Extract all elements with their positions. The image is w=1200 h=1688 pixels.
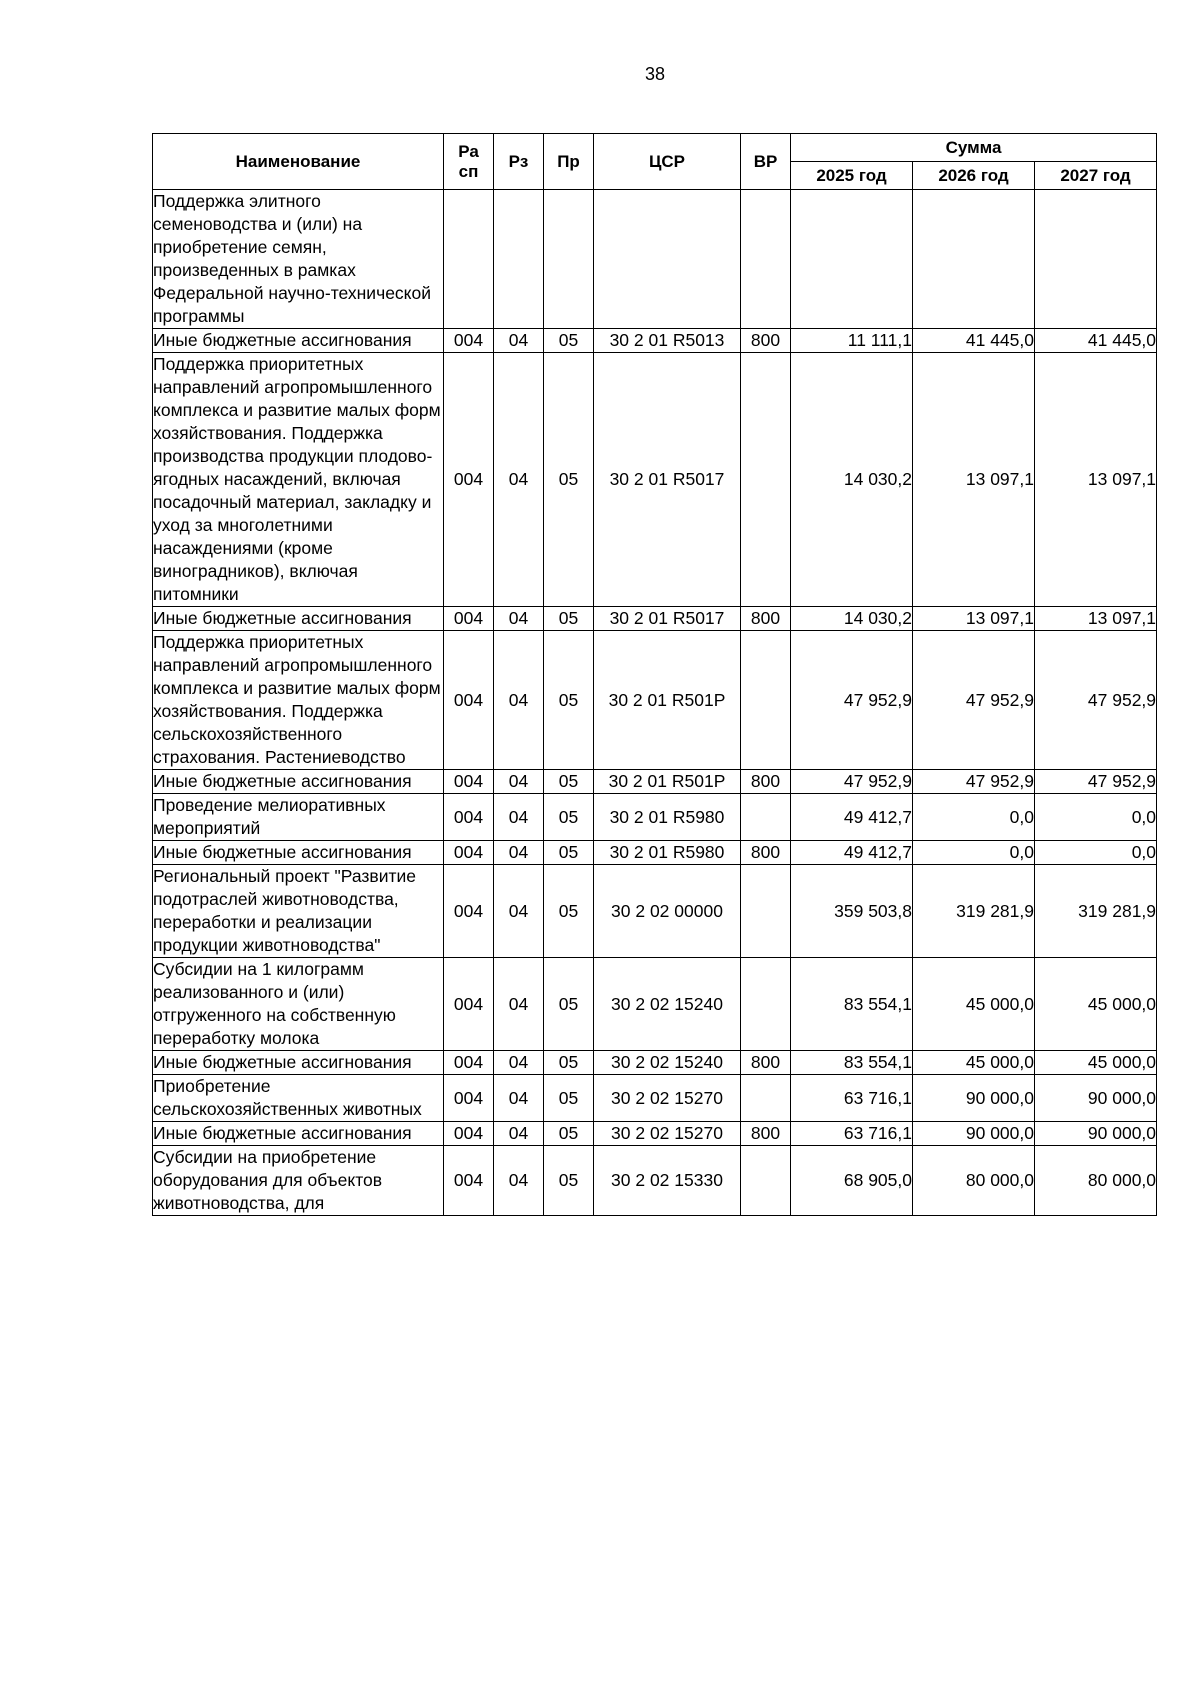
header-year-2026: 2026 год bbox=[913, 162, 1035, 190]
cell-vr bbox=[741, 865, 791, 958]
cell-name: Субсидии на 1 килограмм реализованного и (или) отгруженного на собственную переработку молока bbox=[153, 958, 444, 1051]
cell-2025: 47 952,9 bbox=[791, 770, 913, 794]
cell-name: Поддержка элитного семеноводства и (или) на приобретение семян, произведенных в рамках Федеральной научно-технической программы bbox=[153, 190, 444, 329]
cell-name: Иные бюджетные ассигнования bbox=[153, 1051, 444, 1075]
table-body bbox=[153, 190, 1157, 1216]
cell-csr: 30 2 01 R5017 bbox=[594, 607, 741, 631]
cell-2027: 13 097,1 bbox=[1035, 353, 1157, 607]
cell-rz: 04 bbox=[494, 1146, 544, 1216]
cell-vr: 800 bbox=[741, 329, 791, 353]
cell-2026: 45 000,0 bbox=[913, 958, 1035, 1051]
header-rasp: Ра сп bbox=[444, 134, 494, 190]
cell-csr: 30 2 02 15240 bbox=[594, 1051, 741, 1075]
cell-rasp: 004 bbox=[444, 329, 494, 353]
cell-2026: 0,0 bbox=[913, 794, 1035, 841]
cell-2027: 41 445,0 bbox=[1035, 329, 1157, 353]
cell-2027: 0,0 bbox=[1035, 841, 1157, 865]
cell-name: Поддержка приоритетных направлений агропромышленного комплекса и развитие малых форм хозяйствования. Поддержка сельскохозяйственного страхования. Растениеводство bbox=[153, 631, 444, 770]
cell-2027 bbox=[1035, 190, 1157, 329]
cell-vr bbox=[741, 1075, 791, 1122]
cell-csr: 30 2 02 00000 bbox=[594, 865, 741, 958]
cell-2027: 80 000,0 bbox=[1035, 1146, 1157, 1216]
cell-csr: 30 2 01 R501P bbox=[594, 631, 741, 770]
cell-name: Региональный проект "Развитие подотраслей животноводства, переработки и реализации продукции животноводства" bbox=[153, 865, 444, 958]
cell-csr: 30 2 01 R501P bbox=[594, 770, 741, 794]
cell-2026: 90 000,0 bbox=[913, 1075, 1035, 1122]
cell-2026: 45 000,0 bbox=[913, 1051, 1035, 1075]
cell-name: Иные бюджетные ассигнования bbox=[153, 607, 444, 631]
header-pr: Пр bbox=[544, 134, 594, 190]
cell-rasp: 004 bbox=[444, 1146, 494, 1216]
cell-name: Субсидии на приобретение оборудования для объектов животноводства, для bbox=[153, 1146, 444, 1216]
cell-rz: 04 bbox=[494, 631, 544, 770]
cell-2026: 90 000,0 bbox=[913, 1122, 1035, 1146]
cell-rz: 04 bbox=[494, 865, 544, 958]
cell-rasp: 004 bbox=[444, 841, 494, 865]
table-row bbox=[153, 353, 1157, 607]
cell-name: Проведение мелиоративных мероприятий bbox=[153, 794, 444, 841]
cell-rasp: 004 bbox=[444, 794, 494, 841]
table-row bbox=[153, 607, 1157, 631]
cell-rasp: 004 bbox=[444, 1051, 494, 1075]
cell-rasp: 004 bbox=[444, 1122, 494, 1146]
cell-2026: 0,0 bbox=[913, 841, 1035, 865]
cell-pr: 05 bbox=[544, 841, 594, 865]
cell-2027: 47 952,9 bbox=[1035, 631, 1157, 770]
cell-vr bbox=[741, 1146, 791, 1216]
cell-rz: 04 bbox=[494, 1122, 544, 1146]
cell-vr bbox=[741, 190, 791, 329]
cell-2026: 319 281,9 bbox=[913, 865, 1035, 958]
cell-2025: 14 030,2 bbox=[791, 607, 913, 631]
cell-vr: 800 bbox=[741, 841, 791, 865]
cell-2027: 13 097,1 bbox=[1035, 607, 1157, 631]
cell-vr bbox=[741, 631, 791, 770]
header-name: Наименование bbox=[153, 134, 444, 190]
cell-pr: 05 bbox=[544, 1051, 594, 1075]
cell-name: Приобретение сельскохозяйственных животных bbox=[153, 1075, 444, 1122]
cell-rz: 04 bbox=[494, 1075, 544, 1122]
cell-2025: 83 554,1 bbox=[791, 1051, 913, 1075]
table-row bbox=[153, 865, 1157, 958]
header-vr: ВР bbox=[741, 134, 791, 190]
table-row bbox=[153, 770, 1157, 794]
cell-pr: 05 bbox=[544, 1075, 594, 1122]
cell-vr: 800 bbox=[741, 607, 791, 631]
cell-2027: 90 000,0 bbox=[1035, 1075, 1157, 1122]
cell-csr: 30 2 02 15330 bbox=[594, 1146, 741, 1216]
cell-2027: 0,0 bbox=[1035, 794, 1157, 841]
cell-2025: 63 716,1 bbox=[791, 1122, 913, 1146]
cell-vr bbox=[741, 794, 791, 841]
cell-2025: 63 716,1 bbox=[791, 1075, 913, 1122]
table-row bbox=[153, 631, 1157, 770]
cell-2025: 83 554,1 bbox=[791, 958, 913, 1051]
cell-2026 bbox=[913, 190, 1035, 329]
cell-rasp: 004 bbox=[444, 865, 494, 958]
cell-2025: 359 503,8 bbox=[791, 865, 913, 958]
budget-table bbox=[152, 133, 1157, 1216]
cell-rasp: 004 bbox=[444, 353, 494, 607]
cell-2026: 47 952,9 bbox=[913, 631, 1035, 770]
cell-rasp: 004 bbox=[444, 631, 494, 770]
cell-rasp: 004 bbox=[444, 607, 494, 631]
header-year-2025: 2025 год bbox=[791, 162, 913, 190]
cell-vr: 800 bbox=[741, 1051, 791, 1075]
cell-2026: 47 952,9 bbox=[913, 770, 1035, 794]
cell-2025: 49 412,7 bbox=[791, 794, 913, 841]
cell-rz: 04 bbox=[494, 353, 544, 607]
cell-pr: 05 bbox=[544, 1122, 594, 1146]
cell-2027: 45 000,0 bbox=[1035, 958, 1157, 1051]
table-row bbox=[153, 1075, 1157, 1122]
cell-pr: 05 bbox=[544, 794, 594, 841]
table-header bbox=[153, 134, 1157, 190]
table-row bbox=[153, 794, 1157, 841]
cell-csr: 30 2 01 R5013 bbox=[594, 329, 741, 353]
cell-name: Поддержка приоритетных направлений агропромышленного комплекса и развитие малых форм хозяйствования. Поддержка производства продукции плодово-ягодных насаждений, включая посадочный материал, закладку и уход за многолетними насаждениями (кроме виноградников), включая питомники bbox=[153, 353, 444, 607]
cell-vr bbox=[741, 958, 791, 1051]
cell-csr: 30 2 02 15270 bbox=[594, 1122, 741, 1146]
table-row bbox=[153, 1122, 1157, 1146]
cell-2025: 11 111,1 bbox=[791, 329, 913, 353]
header-rz: Рз bbox=[494, 134, 544, 190]
cell-2027: 90 000,0 bbox=[1035, 1122, 1157, 1146]
cell-csr: 30 2 01 R5017 bbox=[594, 353, 741, 607]
cell-2026: 13 097,1 bbox=[913, 353, 1035, 607]
cell-name: Иные бюджетные ассигнования bbox=[153, 841, 444, 865]
cell-csr: 30 2 01 R5980 bbox=[594, 794, 741, 841]
header-csr: ЦСР bbox=[594, 134, 741, 190]
cell-2026: 80 000,0 bbox=[913, 1146, 1035, 1216]
table-row bbox=[153, 329, 1157, 353]
cell-pr: 05 bbox=[544, 1146, 594, 1216]
cell-2026: 41 445,0 bbox=[913, 329, 1035, 353]
cell-vr: 800 bbox=[741, 1122, 791, 1146]
cell-csr: 30 2 02 15270 bbox=[594, 1075, 741, 1122]
cell-pr: 05 bbox=[544, 865, 594, 958]
cell-pr: 05 bbox=[544, 958, 594, 1051]
cell-2027: 319 281,9 bbox=[1035, 865, 1157, 958]
cell-rz: 04 bbox=[494, 1051, 544, 1075]
cell-rz: 04 bbox=[494, 841, 544, 865]
cell-pr: 05 bbox=[544, 770, 594, 794]
cell-rz: 04 bbox=[494, 794, 544, 841]
header-year-2027: 2027 год bbox=[1035, 162, 1157, 190]
table-row bbox=[153, 841, 1157, 865]
cell-2027: 47 952,9 bbox=[1035, 770, 1157, 794]
cell-csr: 30 2 01 R5980 bbox=[594, 841, 741, 865]
cell-2025: 14 030,2 bbox=[791, 353, 913, 607]
cell-rz: 04 bbox=[494, 607, 544, 631]
cell-rz bbox=[494, 190, 544, 329]
cell-name: Иные бюджетные ассигнования bbox=[153, 329, 444, 353]
header-sum: Сумма bbox=[791, 134, 1157, 162]
cell-vr: 800 bbox=[741, 770, 791, 794]
cell-name: Иные бюджетные ассигнования bbox=[153, 770, 444, 794]
cell-2027: 45 000,0 bbox=[1035, 1051, 1157, 1075]
table-row bbox=[153, 1051, 1157, 1075]
cell-csr bbox=[594, 190, 741, 329]
cell-name: Иные бюджетные ассигнования bbox=[153, 1122, 444, 1146]
cell-rasp bbox=[444, 190, 494, 329]
cell-rasp: 004 bbox=[444, 958, 494, 1051]
cell-rasp: 004 bbox=[444, 1075, 494, 1122]
table-row bbox=[153, 190, 1157, 329]
cell-2025: 49 412,7 bbox=[791, 841, 913, 865]
page-number: 38 bbox=[644, 64, 666, 84]
table-row bbox=[153, 1146, 1157, 1216]
cell-2025: 68 905,0 bbox=[791, 1146, 913, 1216]
cell-rz: 04 bbox=[494, 329, 544, 353]
cell-rz: 04 bbox=[494, 770, 544, 794]
cell-pr: 05 bbox=[544, 329, 594, 353]
table-row bbox=[153, 958, 1157, 1051]
cell-pr: 05 bbox=[544, 631, 594, 770]
cell-2025: 47 952,9 bbox=[791, 631, 913, 770]
cell-pr bbox=[544, 190, 594, 329]
cell-2025 bbox=[791, 190, 913, 329]
cell-2026: 13 097,1 bbox=[913, 607, 1035, 631]
cell-vr bbox=[741, 353, 791, 607]
cell-csr: 30 2 02 15240 bbox=[594, 958, 741, 1051]
cell-pr: 05 bbox=[544, 607, 594, 631]
cell-pr: 05 bbox=[544, 353, 594, 607]
cell-rasp: 004 bbox=[444, 770, 494, 794]
cell-rz: 04 bbox=[494, 958, 544, 1051]
